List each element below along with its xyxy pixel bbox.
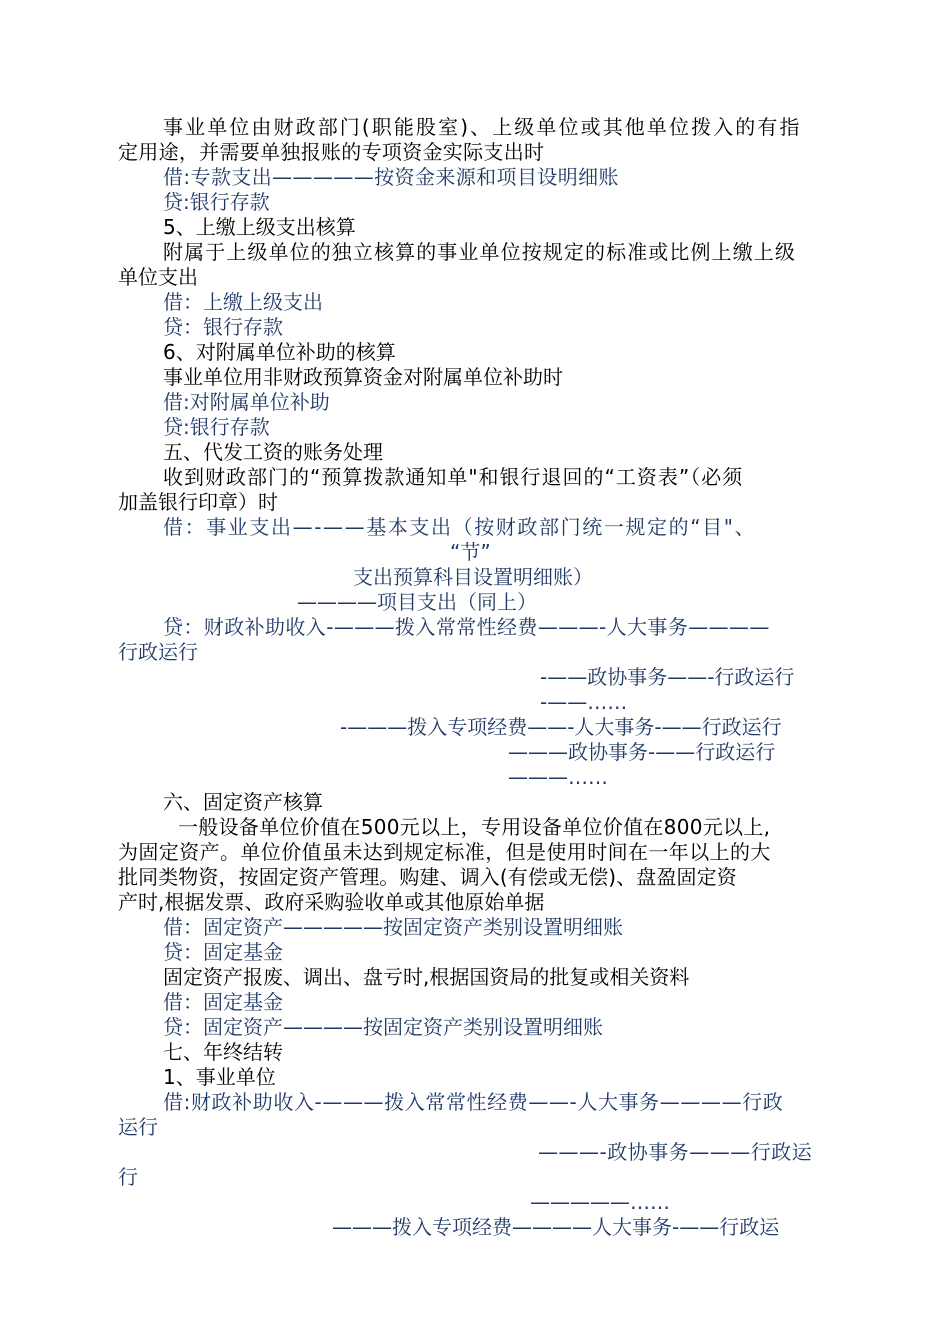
entry-continuation: ———拨入专项经费————人大事务-——行政运 (332, 1215, 780, 1239)
entry-debit: 借：上缴上级支出 (163, 290, 323, 314)
entry-continuation: 行 (118, 1165, 138, 1189)
paragraph-line: 收到财政部门的“预算拨款通知单"和银行退回的“工资表”（必须 (163, 465, 744, 489)
entry-credit: 贷:银行存款 (163, 415, 270, 439)
entry-debit: 借：固定资产—————按固定资产类别设置明细账 (163, 915, 623, 939)
entry-continuation: -——…… (540, 690, 628, 714)
entry-debit: 借:专款支出—————按资金来源和项目设明细账 (163, 165, 619, 189)
paragraph-line: 产时,根据发票、政府采购验收单或其他原始单据 (118, 890, 545, 914)
entry-debit: 借：固定基金 (163, 990, 283, 1014)
entry-continuation: 运行 (118, 1115, 158, 1139)
entry-continuation: 支出预算科目设置明细账） (353, 565, 593, 589)
paragraph-line: 固定资产报废、调出、盘亏时,根据国资局的批复或相关资料 (163, 965, 690, 989)
entry-continuation: ————项目支出（同上） (297, 590, 537, 614)
section-heading: 五、代发工资的账务处理 (163, 440, 383, 464)
paragraph-line: 定用途，并需要单独报账的专项资金实际支出时 (118, 140, 545, 164)
entry-credit: 贷：财政补助收入-———拨入常常性经费———-人大事务———— (163, 615, 770, 639)
entry-continuation: ———-政协事务———行政运 (538, 1140, 813, 1164)
entry-continuation: 行政运行 (118, 640, 198, 664)
section-heading: 六、固定资产核算 (163, 790, 323, 814)
entry-continuation: —————…… (530, 1190, 670, 1214)
paragraph-line: 为固定资产。单位价值虽未达到规定标准，但是使用时间在一年以上的大 (118, 840, 771, 864)
entry-continuation: -——政协事务——-行政运行 (540, 665, 795, 689)
entry-continuation: ———政协事务-——行政运行 (508, 740, 776, 764)
entry-debit: 借:对附属单位补助 (163, 390, 330, 414)
section-heading: 6、对附属单位补助的核算 (163, 340, 396, 364)
paragraph-line: 事业单位用非财政预算资金对附属单位补助时 (163, 365, 563, 389)
entry-debit: 借:财政补助收入-———拨入常常性经费——-人大事务————行政 (163, 1090, 784, 1114)
section-heading: 5、上缴上级支出核算 (163, 215, 356, 239)
section-heading: 1、事业单位 (163, 1065, 276, 1089)
entry-continuation: ———…… (508, 765, 608, 789)
paragraph-line: 单位支出 (118, 265, 198, 289)
paragraph-line: 批同类物资，按固定资产管理。购建、调入(有偿或无偿)、盘盈固定资 (118, 865, 737, 889)
entry-continuation: -———拨入专项经费——-人大事务-——行政运行 (340, 715, 782, 739)
entry-debit: 借：事业支出—-——基本支出（按财政部门统一规定的“目"、 (163, 515, 757, 539)
paragraph-line: 一般设备单位价值在500元以上，专用设备单位价值在800元以上, (178, 815, 771, 839)
entry-continuation: “节” (450, 540, 491, 564)
paragraph-line: 加盖银行印章）时 (118, 490, 278, 514)
entry-credit: 贷:银行存款 (163, 190, 270, 214)
entry-credit: 贷：固定基金 (163, 940, 283, 964)
entry-credit: 贷：银行存款 (163, 315, 283, 339)
entry-credit: 贷：固定资产————按固定资产类别设置明细账 (163, 1015, 603, 1039)
paragraph-line: 附属于上级单位的独立核算的事业单位按规定的标准或比例上缴上级 (163, 240, 796, 264)
section-heading: 七、年终结转 (163, 1040, 283, 1064)
paragraph-line: 事业单位由财政部门(职能股室)、上级单位或其他单位拨入的有指 (163, 115, 802, 139)
